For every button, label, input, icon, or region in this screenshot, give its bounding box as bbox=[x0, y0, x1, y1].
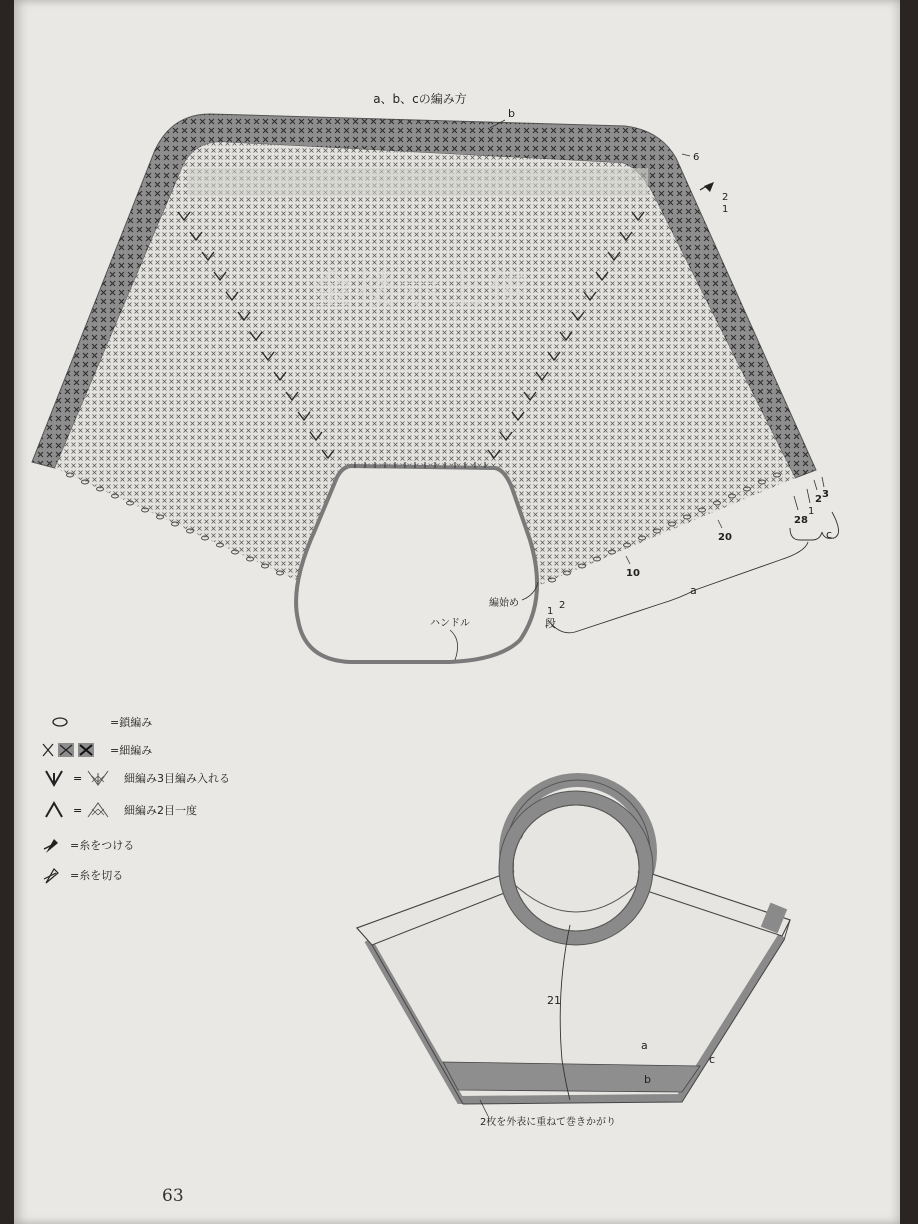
label-start-row2: 2 bbox=[559, 600, 566, 611]
chart-title: a、b、cの編み方 bbox=[373, 92, 467, 106]
legend-chain bbox=[40, 711, 152, 733]
legend-decrease bbox=[40, 799, 197, 821]
label-row2: 2 bbox=[722, 192, 729, 203]
watermark-text: 金楼示上传 bbox=[312, 267, 532, 313]
legend-decrease-text: 細編み2目一度 bbox=[124, 804, 197, 817]
label-start-dan: 段 bbox=[545, 617, 556, 630]
bag-label-a: a bbox=[641, 1039, 648, 1052]
label-handle: ハンドル bbox=[430, 618, 470, 629]
label-row3-right: 3 bbox=[822, 489, 829, 500]
increase-icon bbox=[40, 768, 124, 788]
svg-text:=: = bbox=[73, 804, 83, 817]
label-row6: 6 bbox=[693, 152, 700, 163]
bag-caption: 2枚を外表に重ねて巻きかがり bbox=[479, 1117, 617, 1128]
svg-text:=: = bbox=[73, 772, 83, 785]
legend-increase bbox=[40, 767, 230, 789]
label-c: c bbox=[826, 528, 833, 541]
legend-join-yarn-text: =糸をつける bbox=[70, 839, 135, 852]
legend-single-crochet bbox=[40, 739, 152, 761]
legend-cut-yarn-text: =糸を切る bbox=[70, 869, 124, 882]
pattern-chart bbox=[32, 114, 816, 662]
bag-illustration bbox=[357, 780, 790, 1104]
label-row20: 20 bbox=[718, 532, 732, 543]
bag-label-b: b bbox=[644, 1073, 651, 1086]
bag-b-band bbox=[443, 1062, 700, 1092]
legend-single-crochet-text: =細編み bbox=[110, 744, 153, 757]
single-crochet-icon bbox=[40, 742, 110, 758]
cut-yarn-icon bbox=[40, 865, 70, 885]
label-row1: 1 bbox=[722, 204, 729, 215]
bag-label-c: c bbox=[709, 1053, 716, 1066]
label-row2-right: 2 bbox=[815, 494, 822, 505]
legend-increase-text: 細編み3目編み入れる bbox=[124, 772, 230, 785]
page-number: 63 bbox=[162, 1186, 184, 1206]
label-start-row1: 1 bbox=[547, 606, 554, 617]
handle bbox=[296, 466, 537, 662]
legend-join-yarn bbox=[40, 834, 134, 856]
label-row1-right: 1 bbox=[808, 506, 815, 517]
label-row28: 28 bbox=[794, 515, 808, 526]
join-yarn-icon bbox=[40, 835, 70, 855]
decrease-icon bbox=[40, 800, 124, 820]
bag-height-label: 21 bbox=[547, 994, 561, 1007]
label-a: a bbox=[690, 584, 697, 597]
chain-icon bbox=[40, 715, 110, 729]
label-b: b bbox=[508, 107, 515, 120]
label-start: 編始め bbox=[489, 598, 519, 609]
label-row10: 10 bbox=[626, 568, 640, 579]
legend-chain-text: =鎖編み bbox=[110, 716, 153, 729]
legend-cut-yarn bbox=[40, 864, 123, 886]
